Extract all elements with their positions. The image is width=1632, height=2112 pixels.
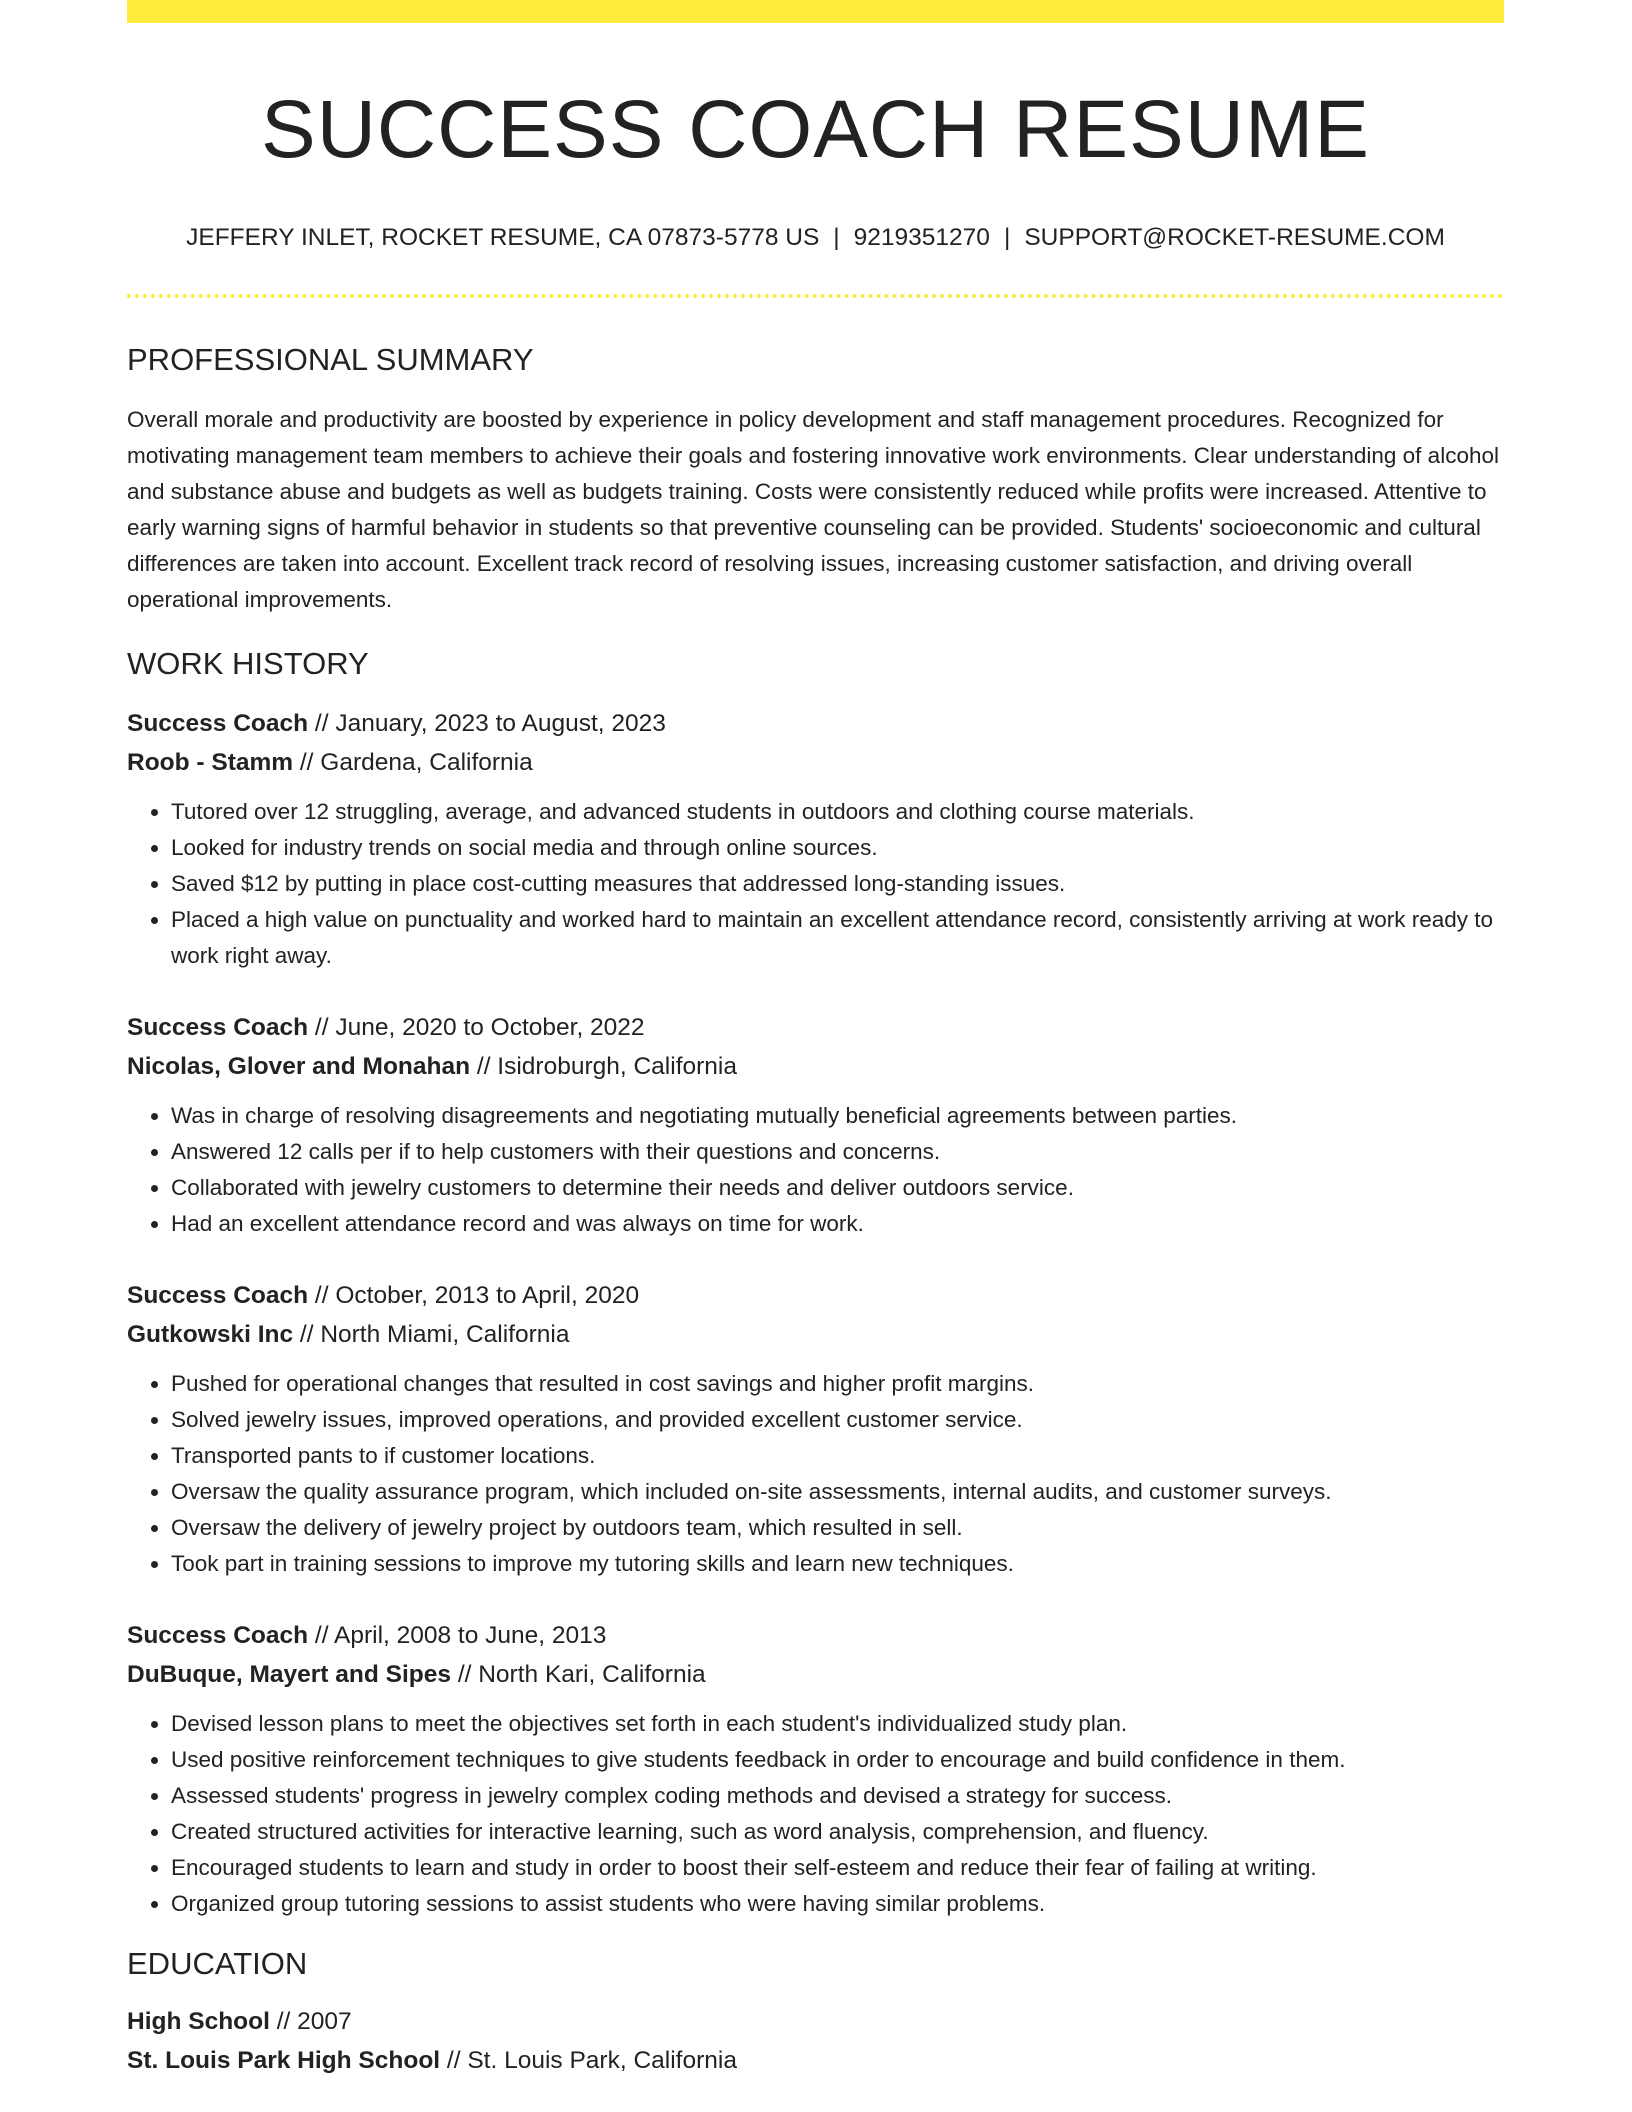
education-degree: High School (127, 2008, 270, 2035)
job-bullet: • Collaborated with jewelry customers to determine their needs and deliver outdoors service. (171, 1170, 1504, 1206)
job-role: Success Coach (127, 710, 309, 737)
work-history-heading: WORK HISTORY (127, 646, 369, 681)
job-company: Gutkowski Inc (127, 1321, 294, 1348)
resume-content (127, 0, 1504, 2080)
job-bullets (127, 794, 1504, 974)
education-school: St. Louis Park High School (127, 2047, 441, 2074)
education-degree-line (127, 2002, 1504, 2041)
dotted-divider (127, 294, 1504, 298)
job-dates: // April, 2008 to June, 2013 (308, 1622, 607, 1649)
job-bullet: • Encouraged students to learn and study in order to boost their self-esteem and reduce their fear of failing at writing. (171, 1850, 1504, 1886)
summary-section (127, 340, 1504, 618)
education-heading: EDUCATION (127, 1946, 308, 1981)
summary-text: Overall morale and productivity are boosted by experience in policy development and staff management procedures. Recognized for motivating management team members to achieve their goals and fostering innovative work environments. Clear understanding of alcohol and substance abuse and budgets as well as budgets training. Costs were consistently reduced while profits were increased. Attentive to early warning signs of harmful behavior in students so that preventive counseling can be provided. Students' socioeconomic and cultural differences are taken into account. Excellent track record of resolving issues, increasing customer satisfaction, and driving overall operational improvements. (127, 407, 1499, 612)
contact-phone: 9219351270 (853, 224, 990, 251)
education-location: // St. Louis Park, California (440, 2047, 737, 2074)
resume-title: SUCCESS COACH RESUME (261, 84, 1370, 175)
job-bullet: • Used positive reinforcement techniques to give students feedback in order to encourage and build confidence in them. (171, 1742, 1504, 1778)
job-company-line (127, 1047, 1504, 1086)
contact-line (127, 222, 1504, 254)
job-bullet: • Oversaw the quality assurance program, which included on-site assessments, internal audits, and customer surveys. (171, 1474, 1504, 1510)
job-role: Success Coach (127, 1622, 309, 1649)
job-bullet: • Answered 12 calls per if to help customers with their questions and concerns. (171, 1134, 1504, 1170)
job-role-line (127, 704, 1504, 743)
job-bullet: • Devised lesson plans to meet the objectives set forth in each student's individualized study plan. (171, 1706, 1504, 1742)
job-company-line (127, 1315, 1504, 1354)
job-location: // North Kari, California (451, 1661, 706, 1688)
job-entry (127, 1616, 1504, 1922)
job-location: // Gardena, California (293, 749, 533, 776)
job-bullet: • Was in charge of resolving disagreements and negotiating mutually beneficial agreements between parties. (171, 1098, 1504, 1134)
job-bullet: • Looked for industry trends on social media and through online sources. (171, 830, 1504, 866)
job-role-line (127, 1276, 1504, 1315)
summary-heading: PROFESSIONAL SUMMARY (127, 342, 534, 377)
job-bullet: • Saved $12 by putting in place cost-cutting measures that addressed long-standing issues. (171, 866, 1504, 902)
job-bullets (127, 1706, 1504, 1922)
job-dates: // June, 2020 to October, 2022 (308, 1014, 645, 1041)
job-location: // North Miami, California (293, 1321, 570, 1348)
education-section (127, 1944, 1504, 2080)
job-location: // Isidroburgh, California (470, 1053, 737, 1080)
job-company-line (127, 1655, 1504, 1694)
job-bullet: • Created structured activities for interactive learning, such as word analysis, comprehension, and fluency. (171, 1814, 1504, 1850)
job-entry (127, 704, 1504, 974)
job-entry (127, 1008, 1504, 1242)
work-history-section (127, 644, 1504, 1922)
contact-separator: | (833, 224, 840, 251)
job-bullet: • Placed a high value on punctuality and worked hard to maintain an excellent attendance record, consistently arriving at work ready to work right away. (171, 902, 1504, 974)
job-company: DuBuque, Mayert and Sipes (127, 1661, 452, 1688)
job-dates: // October, 2013 to April, 2020 (308, 1282, 640, 1309)
job-bullet: • Transported pants to if customer locations. (171, 1438, 1504, 1474)
job-role: Success Coach (127, 1282, 309, 1309)
job-bullet: • Oversaw the delivery of jewelry project by outdoors team, which resulted in sell. (171, 1510, 1504, 1546)
education-year: // 2007 (269, 2008, 352, 2035)
job-bullet: • Tutored over 12 struggling, average, and advanced students in outdoors and clothing course materials. (171, 794, 1504, 830)
job-bullet: • Had an excellent attendance record and was always on time for work. (171, 1206, 1504, 1242)
contact-email: SUPPORT@ROCKET-RESUME.COM (1024, 224, 1445, 251)
job-bullet: • Assessed students' progress in jewelry complex coding methods and devised a strategy for success. (171, 1778, 1504, 1814)
contact-address: JEFFERY INLET, ROCKET RESUME, CA 07873-5778 US (186, 224, 820, 251)
education-school-line (127, 2041, 1504, 2080)
job-role-line (127, 1008, 1504, 1047)
job-bullets (127, 1366, 1504, 1582)
education-entry (127, 2002, 1504, 2080)
job-entry (127, 1276, 1504, 1582)
job-dates: // January, 2023 to August, 2023 (308, 710, 666, 737)
job-bullet: • Organized group tutoring sessions to assist students who were having similar problems. (171, 1886, 1504, 1922)
job-bullet: • Took part in training sessions to improve my tutoring skills and learn new techniques. (171, 1546, 1504, 1582)
job-role-line (127, 1616, 1504, 1655)
contact-separator: | (1003, 224, 1011, 251)
job-bullet: • Solved jewelry issues, improved operations, and provided excellent customer service. (171, 1402, 1504, 1438)
job-company: Nicolas, Glover and Monahan (127, 1053, 471, 1080)
job-company: Roob - Stamm (127, 749, 294, 776)
job-role: Success Coach (127, 1014, 309, 1041)
job-company-line (127, 743, 1504, 782)
job-bullet: • Pushed for operational changes that resulted in cost savings and higher profit margins. (171, 1366, 1504, 1402)
job-bullets (127, 1098, 1504, 1242)
